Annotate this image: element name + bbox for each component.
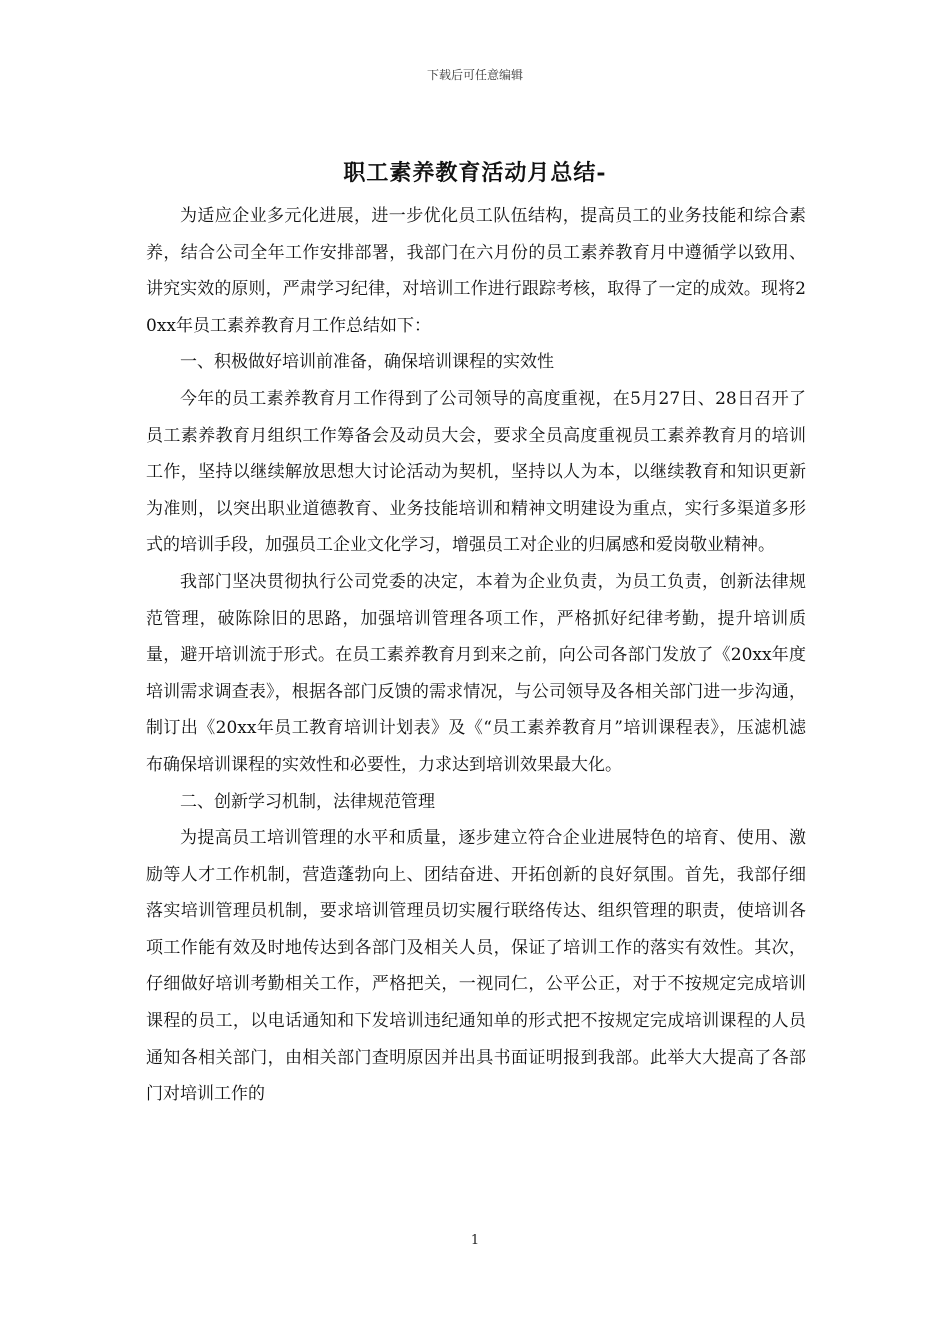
body-paragraph: 我部门坚决贯彻执行公司党委的决定，本着为企业负责，为员工负责，创新法律规范管理，破陈除旧的思路，加强培训管理各项工作，严格抓好纪律考勤，提升培训质量，避开培训流于形式。在员工素养教育月到来之前，向公司各部门发放了《20xx年度培训需求调查表》，根据各部门反馈的需求情况，与公司领导及各相关部门进一步沟通，制订出《20xx年员工教育培训计划表》及《“员工素养教育月”培训课程表》，压滤机滤布确保培训课程的实效性和必要性，力求达到培训效果最大化。 [146,571,806,775]
body-paragraph: 为提高员工培训管理的水平和质量，逐步建立符合企业进展特色的培育、使用、激励等人才工作机制，营造蓬勃向上、团结奋进、开拓创新的良好氛围。首先，我部仔细落实培训管理员机制，要求培训管理员切实履行联络传达、组织管理的职责，使培训各项工作能有效及时地传达到各部门及相关人员，保证了培训工作的落实有效性。其次，仔细做好培训考勤相关工作，严格把关，一视同仁，公平公正，对于不按规定完成培训课程的员工，以电话通知和下发培训违纪通知单的形式把不按规定完成培训课程的人员通知各相关部门，由相关部门查明原因并出具书面证明报到我部。此举大大提高了各部门对培训工作的 [146,828,806,1105]
page-header-note: 下载后可任意编辑 [426,68,523,82]
section-heading-1: 一、积极做好培训前准备，确保培训课程的实效性 [180,352,554,373]
body-paragraph: 今年的员工素养教育月工作得到了公司领导的高度重视，在5月27日、28日召开了员工素养教育月组织工作筹备会及动员大会，要求全员高度重视员工素养教育月的培训工作，坚持以继续解放思想大讨论活动为契机，坚持以人为本，以继续教育和知识更新为准则，以突出职业道德教育、业务技能培训和精神文明建设为重点，实行多渠道多形式的培训手段，加强员工企业文化学习，增强员工对企业的归属感和爱岗敬业精神。 [146,388,806,556]
intro-paragraph: 为适应企业多元化进展，进一步优化员工队伍结构，提高员工的业务技能和综合素养，结合公司全年工作安排部署，我部门在六月份的员工素养教育月中遵循学以致用、讲究实效的原则，严肃学习纪律，对培训工作进行跟踪考核，取得了一定的成效。现将20xx年员工素养教育月工作总结如下： [146,206,806,336]
document-title: 职工素养教育活动月总结- [343,160,607,186]
section-heading-2: 二、创新学习机制，法律规范管理 [180,791,435,812]
page-number: 1 [470,1233,480,1248]
document-body [146,198,806,1113]
